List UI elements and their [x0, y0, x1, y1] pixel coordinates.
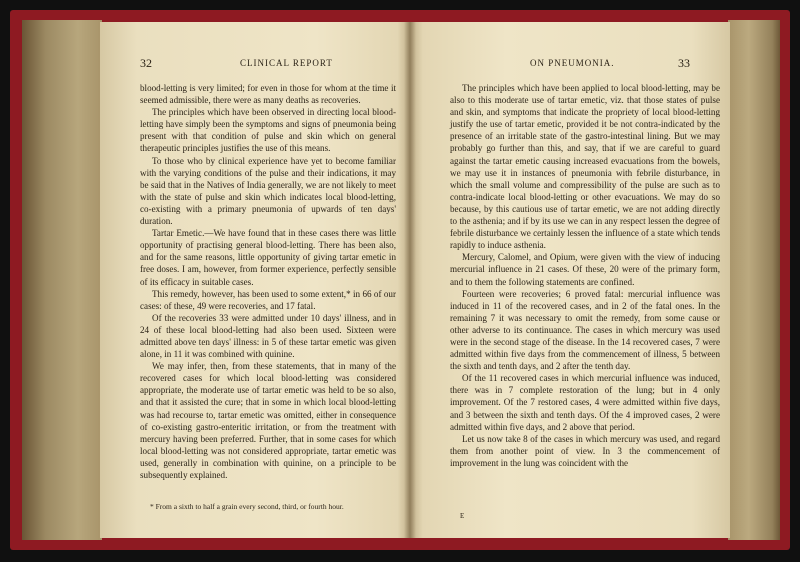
right-page	[410, 22, 730, 538]
page-number: 33	[678, 56, 690, 70]
paragraph: Tartar Emetic.—We have found that in these cases there was little opportunity of practising general blood-letting. There has been also, and for the same reasons, little opportunity of giving tartar emetic in free doses. I am, however, from former experience, perfectly sensible of its efficacy in suitable cases.	[140, 228, 396, 287]
page-edges-right	[728, 20, 780, 540]
paragraph: The principles which have been applied to local blood-letting, may be also to this moderate use of tartar emetic, viz. that those states of pulse and skin, and symptoms that indicate the propriety of local blood-letting justify the use of tartar emetic, provided it be not contra-indicated by the presence of an irritable state of the gastro-intestinal lining. But we may probably go further than this, and say, that if we are careful to guard against the tartar emetic causing increased evacuations from the bowels, we may use it in instances of pneumonia with febrile disturbance, in which the small volume and compressibility of the pulse are such as to contra-indicate local blood-letting or other evacuations. We may do so because, by this cautious use of tartar emetic, we are not adding directly to the asthenia; and if by its use we can in any respect lessen the degree of febrile disturbance we certainly lessen the influence of a state which tends rapidly to induce asthenia.	[450, 83, 720, 251]
paragraph: Mercury, Calomel, and Opium, were given with the view of inducing mercurial influence in 21 cases. Of these, 20 were of the primary form, and to them the following statements are confined.	[450, 252, 720, 287]
paragraph: blood-letting is very limited; for even in those for whom at the time it seemed admissible, there were as many deaths as recoveries.	[140, 83, 396, 106]
footnote: * From a sixth to half a grain every second, third, or fourth hour.	[150, 502, 344, 511]
body-text	[450, 82, 720, 469]
body-text	[140, 82, 396, 481]
paragraph: Of the 11 recovered cases in which mercurial influence was induced, there was in 7 complete restoration of the lung; but in 4 only improvement. Of the 7 restored cases, 4 were admitted within five days, and 3 between the sixth and tenth days. Of the 4 improved cases, 2 were admitted within five days, and 2 above that period.	[450, 373, 720, 432]
left-page	[100, 22, 410, 538]
paragraph: Fourteen were recoveries; 6 proved fatal: mercurial influence was induced in 11 of the recovered cases, and in 2 of the fatal ones. In the remaining 7 it was necessary to omit the remedy, from some cause or other adverse to its continuance. The cases in which mercury was used were in the second stage of the disease. In the 14 recovered cases, 7 were admitted within five days from the commencement of illness, 5 between the sixth and tenth days, and 2 after the tenth day.	[450, 288, 720, 372]
running-head: ON PNEUMONIA.	[530, 58, 615, 68]
page-edges-left	[22, 20, 102, 540]
paragraph: To those who by clinical experience have yet to become familiar with the varying conditions of the pulse and their indications, it may be said that in the Natives of India generally, we are not likely to meet with the state of pulse and skin which indicates local blood-letting, co-existing with a primary pneumonia of upwards of ten days' duration.	[140, 155, 396, 227]
running-head: CLINICAL REPORT	[240, 58, 333, 68]
signature-mark: E	[460, 512, 465, 520]
paragraph: The principles which have been observed in directing local blood-letting have simply been the symptoms and signs of pneumonia being present with that condition of pulse and skin which on general therapeutic principles justifies the use of this means.	[140, 107, 396, 154]
paragraph: This remedy, however, has been used to some extent,* in 66 of our cases: of these, 49 were recoveries, and 17 fatal.	[140, 288, 396, 311]
book-gutter	[404, 22, 416, 538]
paragraph: We may infer, then, from these statements, that in many of the recovered cases for which local blood-letting was considered appropriate, the moderate use of tartar emetic was held to be so also, and that it assisted the cure; that in some in which local blood-letting was had recourse to, tartar emetic was omitted, either in consequence of co-existing gastro-enteritic irritation, or from the treatment with mercury having been preferred. Further, that in some cases for which local blood-letting was not considered appropriate, tartar emetic was used, generally in combination with quinine, on a principle to be subsequently explained.	[140, 361, 396, 480]
paragraph: Let us now take 8 of the cases in which mercury was used, and regard them from another point of view. In 3 the commencement of improvement in the lung was coincident with the	[450, 433, 720, 468]
paragraph: Of the recoveries 33 were admitted under 10 days' illness, and in 24 of these local blood-letting had also been used. Sixteen were admitted above ten days' illness: in 5 of these tartar emetic was given alone, in 11 it was combined with quinine.	[140, 312, 396, 360]
page-number: 32	[140, 56, 152, 70]
